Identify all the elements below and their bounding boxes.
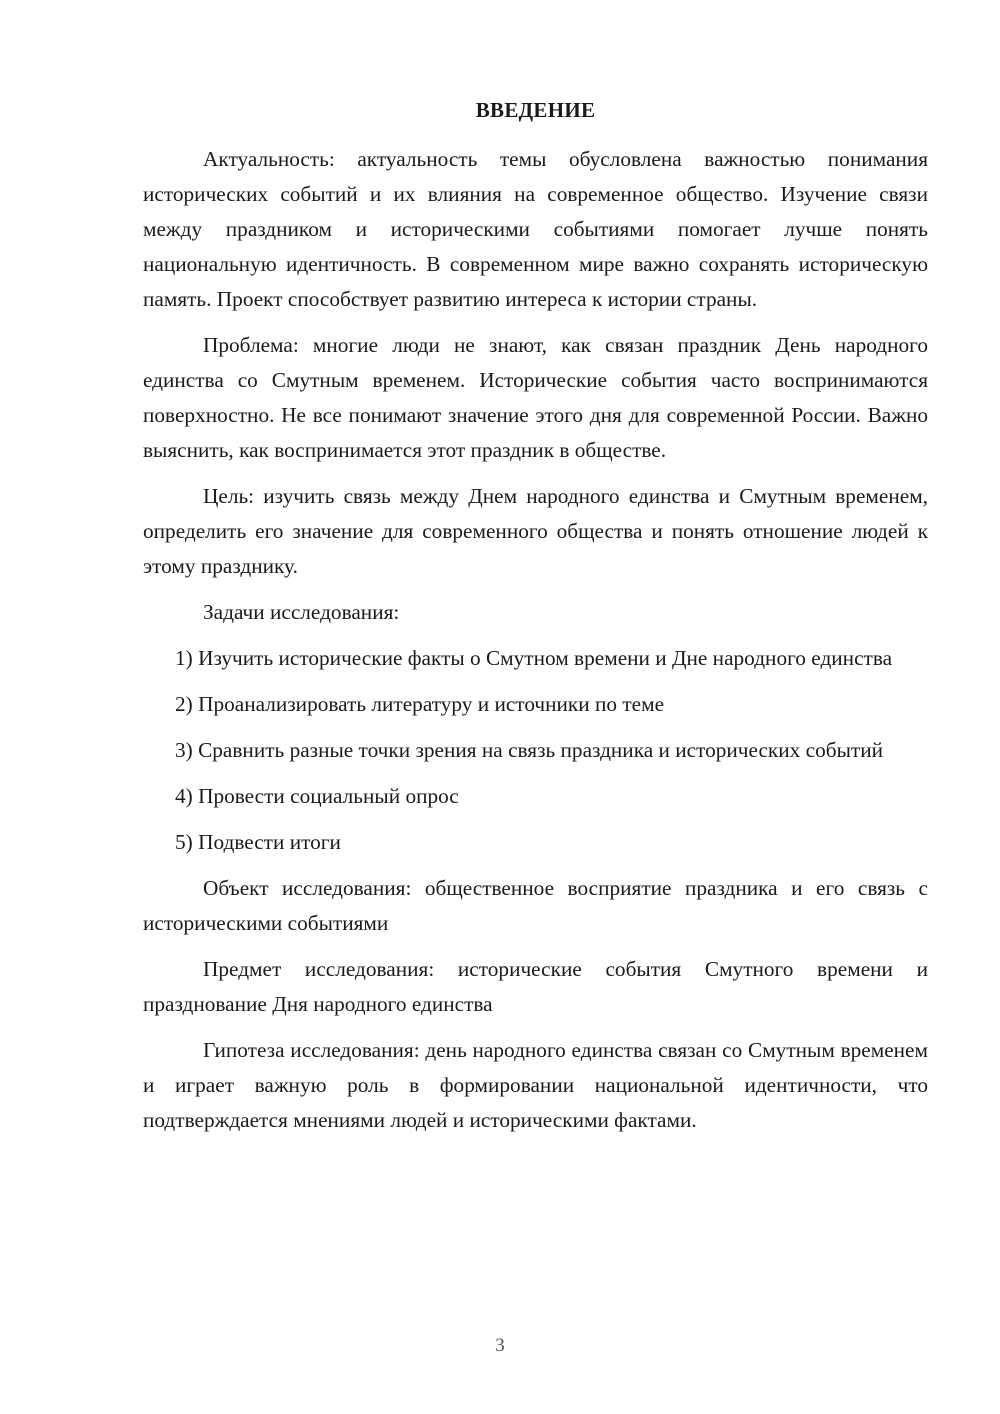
tasks-heading: Задачи исследования: bbox=[203, 600, 400, 624]
task-item: 3) Сравнить разные точки зрения на связь праздника и исторических событий bbox=[175, 738, 883, 762]
subject-paragraph: Предмет исследования: исторические события Смутного времени и празднование Дня народного единства bbox=[143, 957, 928, 1016]
object-paragraph: Объект исследования: общественное восприятие праздника и его связь с историческими событиями bbox=[143, 876, 928, 935]
task-item: 4) Провести социальный опрос bbox=[175, 784, 459, 808]
relevance-paragraph: Актуальность: актуальность темы обусловлена важностью понимания исторических событий и их влияния на современное общество. Изучение связи между праздником и историческими событиями помогает лучше понять национальную идентичность. В современном мире важно сохранять историческую память. Проект способствует развитию интереса к истории страны. bbox=[143, 147, 928, 311]
section-title: ВВЕДЕНИЕ bbox=[475, 98, 596, 122]
task-item: 1) Изучить исторические факты о Смутном времени и Дне народного единства bbox=[175, 646, 893, 670]
task-item: 2) Проанализировать литературу и источники по теме bbox=[175, 692, 665, 716]
task-item: 5) Подвести итоги bbox=[175, 830, 341, 854]
hypothesis-paragraph: Гипотеза исследования: день народного единства связан со Смутным временем и играет важную роль в формировании национальной идентичности, что подтверждается мнениями людей и историческими фактами. bbox=[143, 1038, 928, 1132]
problem-paragraph: Проблема: многие люди не знают, как связан праздник День народного единства со Смутным временем. Исторические события часто воспринимаются поверхностно. Не все понимают значение этого дня для современной России. Важно выяснить, как воспринимается этот праздник в обществе. bbox=[143, 333, 928, 462]
document-body bbox=[143, 142, 928, 1149]
goal-paragraph: Цель: изучить связь между Днем народного единства и Смутным временем, определить его значение для современного общества и понять отношение людей к этому празднику. bbox=[143, 484, 928, 578]
page-number: 3 bbox=[495, 1335, 505, 1356]
